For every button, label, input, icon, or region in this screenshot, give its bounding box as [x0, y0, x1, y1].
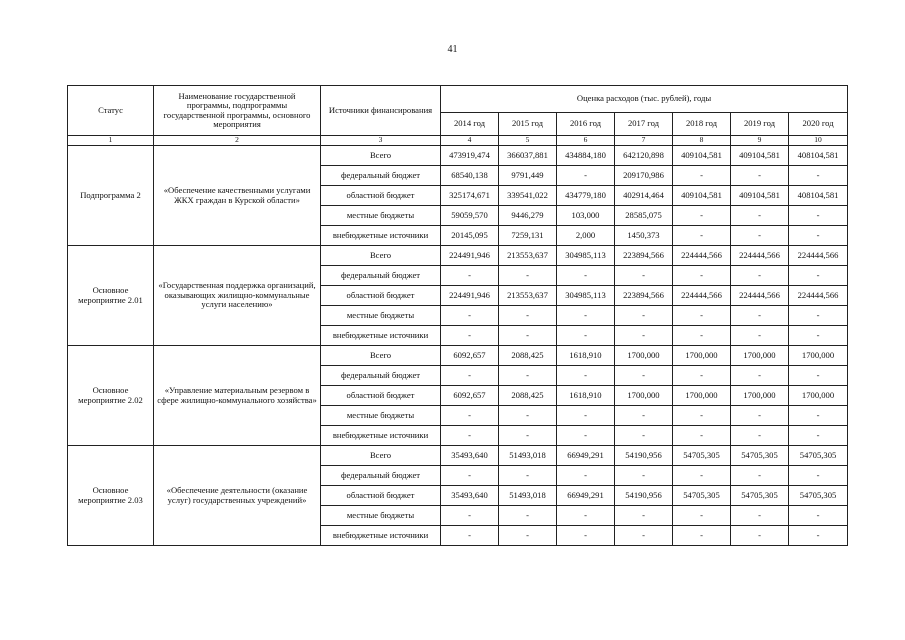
- status-cell: Подпрограмма 2: [68, 146, 154, 246]
- amount-cell: -: [615, 506, 673, 526]
- column-number: 8: [673, 136, 731, 146]
- amount-cell: 54705,305: [731, 446, 789, 466]
- amount-cell: -: [499, 326, 557, 346]
- header-estimate: Оценка расходов (тыс. рублей), годы: [441, 86, 848, 113]
- amount-cell: 642120,898: [615, 146, 673, 166]
- amount-cell: 213553,637: [499, 246, 557, 266]
- amount-cell: 54190,956: [615, 486, 673, 506]
- amount-cell: -: [615, 526, 673, 546]
- header-name: Наименование государственной программы, подпрограммы государственной программы, основного мероприятия: [154, 86, 321, 136]
- amount-cell: -: [441, 506, 499, 526]
- amount-cell: 66949,291: [557, 486, 615, 506]
- amount-cell: 54190,956: [615, 446, 673, 466]
- amount-cell: 54705,305: [789, 486, 848, 506]
- funding-source-cell: местные бюджеты: [321, 406, 441, 426]
- amount-cell: -: [673, 306, 731, 326]
- amount-cell: 304985,113: [557, 286, 615, 306]
- amount-cell: -: [557, 266, 615, 286]
- funding-source-cell: местные бюджеты: [321, 306, 441, 326]
- amount-cell: -: [673, 406, 731, 426]
- amount-cell: -: [615, 406, 673, 426]
- amount-cell: -: [789, 506, 848, 526]
- amount-cell: -: [789, 526, 848, 546]
- amount-cell: 224444,566: [731, 246, 789, 266]
- amount-cell: -: [731, 166, 789, 186]
- program-name-cell: «Обеспечение качественными услугами ЖКХ граждан в Курской области»: [154, 146, 321, 246]
- amount-cell: -: [673, 206, 731, 226]
- amount-cell: 51493,018: [499, 486, 557, 506]
- status-cell: Основное мероприятие 2.03: [68, 446, 154, 546]
- status-cell: Основное мероприятие 2.01: [68, 246, 154, 346]
- column-number: 10: [789, 136, 848, 146]
- amount-cell: 1618,910: [557, 346, 615, 366]
- amount-cell: -: [789, 406, 848, 426]
- page-number: 41: [447, 44, 458, 55]
- amount-cell: -: [789, 426, 848, 446]
- year-header: 2019 год: [731, 113, 789, 136]
- amount-cell: -: [789, 266, 848, 286]
- amount-cell: -: [789, 206, 848, 226]
- funding-source-cell: Всего: [321, 246, 441, 266]
- column-number: 1: [68, 136, 154, 146]
- amount-cell: -: [615, 466, 673, 486]
- amount-cell: 51493,018: [499, 446, 557, 466]
- amount-cell: 209170,986: [615, 166, 673, 186]
- amount-cell: 409104,581: [673, 146, 731, 166]
- amount-cell: -: [557, 506, 615, 526]
- status-cell: Основное мероприятие 2.02: [68, 346, 154, 446]
- amount-cell: -: [673, 426, 731, 446]
- amount-cell: -: [557, 166, 615, 186]
- amount-cell: -: [731, 406, 789, 426]
- amount-cell: 66949,291: [557, 446, 615, 466]
- amount-cell: -: [731, 466, 789, 486]
- funding-source-cell: федеральный бюджет: [321, 166, 441, 186]
- amount-cell: 304985,113: [557, 246, 615, 266]
- table-row: [68, 446, 848, 466]
- amount-cell: 366037,881: [499, 146, 557, 166]
- funding-source-cell: внебюджетные источники: [321, 226, 441, 246]
- amount-cell: 54705,305: [673, 486, 731, 506]
- amount-cell: -: [731, 526, 789, 546]
- funding-source-cell: областной бюджет: [321, 486, 441, 506]
- amount-cell: -: [789, 226, 848, 246]
- column-number: 6: [557, 136, 615, 146]
- column-number: 4: [441, 136, 499, 146]
- table-row: [68, 346, 848, 366]
- amount-cell: 224491,946: [441, 246, 499, 266]
- amount-cell: 408104,581: [789, 186, 848, 206]
- funding-source-cell: внебюджетные источники: [321, 326, 441, 346]
- column-number: 9: [731, 136, 789, 146]
- amount-cell: 9446,279: [499, 206, 557, 226]
- header-sources: Источники финансирования: [321, 86, 441, 136]
- amount-cell: 409104,581: [731, 186, 789, 206]
- amount-cell: 408104,581: [789, 146, 848, 166]
- amount-cell: 224491,946: [441, 286, 499, 306]
- amount-cell: -: [673, 326, 731, 346]
- amount-cell: 54705,305: [673, 446, 731, 466]
- amount-cell: 1700,000: [673, 386, 731, 406]
- amount-cell: 35493,640: [441, 446, 499, 466]
- program-name-cell: «Обеспечение деятельности (оказание услуг) государственных учреждений»: [154, 446, 321, 546]
- amount-cell: -: [789, 366, 848, 386]
- program-name-cell: «Управление материальным резервом в сфере жилищно-коммунального хозяйства»: [154, 346, 321, 446]
- amount-cell: -: [731, 366, 789, 386]
- amount-cell: -: [673, 526, 731, 546]
- amount-cell: 1618,910: [557, 386, 615, 406]
- amount-cell: -: [673, 226, 731, 246]
- year-header: 2016 год: [557, 113, 615, 136]
- amount-cell: 223894,566: [615, 246, 673, 266]
- amount-cell: -: [789, 306, 848, 326]
- year-header: 2020 год: [789, 113, 848, 136]
- amount-cell: -: [789, 326, 848, 346]
- amount-cell: -: [499, 306, 557, 326]
- amount-cell: 339541,022: [499, 186, 557, 206]
- amount-cell: 325174,671: [441, 186, 499, 206]
- amount-cell: 1700,000: [789, 386, 848, 406]
- amount-cell: -: [557, 306, 615, 326]
- column-number: 3: [321, 136, 441, 146]
- amount-cell: 2088,425: [499, 346, 557, 366]
- amount-cell: 224444,566: [673, 246, 731, 266]
- amount-cell: 409104,581: [673, 186, 731, 206]
- amount-cell: -: [499, 466, 557, 486]
- amount-cell: -: [615, 426, 673, 446]
- column-number: 5: [499, 136, 557, 146]
- amount-cell: 28585,075: [615, 206, 673, 226]
- amount-cell: 402914,464: [615, 186, 673, 206]
- amount-cell: 6092,657: [441, 386, 499, 406]
- amount-cell: 1700,000: [731, 386, 789, 406]
- amount-cell: 224444,566: [789, 286, 848, 306]
- amount-cell: 2088,425: [499, 386, 557, 406]
- amount-cell: 224444,566: [731, 286, 789, 306]
- amount-cell: -: [441, 326, 499, 346]
- amount-cell: -: [557, 366, 615, 386]
- amount-cell: -: [731, 326, 789, 346]
- table-row: [68, 146, 848, 166]
- year-header: 2018 год: [673, 113, 731, 136]
- amount-cell: -: [499, 266, 557, 286]
- amount-cell: -: [557, 326, 615, 346]
- column-number: 7: [615, 136, 673, 146]
- amount-cell: -: [615, 326, 673, 346]
- amount-cell: -: [557, 406, 615, 426]
- program-name-cell: «Государственная поддержка организаций, оказывающих жилищно-коммунальные услуги населению»: [154, 246, 321, 346]
- amount-cell: 54705,305: [731, 486, 789, 506]
- amount-cell: 1700,000: [731, 346, 789, 366]
- amount-cell: 473919,474: [441, 146, 499, 166]
- amount-cell: -: [673, 266, 731, 286]
- amount-cell: -: [441, 406, 499, 426]
- amount-cell: 35493,640: [441, 486, 499, 506]
- amount-cell: -: [731, 426, 789, 446]
- amount-cell: -: [615, 366, 673, 386]
- amount-cell: 6092,657: [441, 346, 499, 366]
- funding-source-cell: местные бюджеты: [321, 506, 441, 526]
- amount-cell: -: [731, 306, 789, 326]
- amount-cell: -: [499, 366, 557, 386]
- amount-cell: -: [673, 366, 731, 386]
- amount-cell: 1450,373: [615, 226, 673, 246]
- amount-cell: -: [441, 366, 499, 386]
- amount-cell: -: [557, 466, 615, 486]
- amount-cell: -: [441, 526, 499, 546]
- funding-source-cell: местные бюджеты: [321, 206, 441, 226]
- amount-cell: 1700,000: [615, 386, 673, 406]
- amount-cell: 1700,000: [615, 346, 673, 366]
- amount-cell: 434779,180: [557, 186, 615, 206]
- funding-source-cell: Всего: [321, 446, 441, 466]
- funding-source-cell: федеральный бюджет: [321, 366, 441, 386]
- year-header: 2017 год: [615, 113, 673, 136]
- amount-cell: -: [441, 426, 499, 446]
- amount-cell: 224444,566: [789, 246, 848, 266]
- amount-cell: -: [615, 266, 673, 286]
- amount-cell: -: [557, 526, 615, 546]
- funding-source-cell: федеральный бюджет: [321, 466, 441, 486]
- funding-source-cell: федеральный бюджет: [321, 266, 441, 286]
- funding-source-cell: областной бюджет: [321, 286, 441, 306]
- amount-cell: 68540,138: [441, 166, 499, 186]
- header-status: Статус: [68, 86, 154, 136]
- amount-cell: 7259,131: [499, 226, 557, 246]
- funding-source-cell: Всего: [321, 346, 441, 366]
- amount-cell: -: [673, 506, 731, 526]
- amount-cell: -: [441, 466, 499, 486]
- amount-cell: 9791,449: [499, 166, 557, 186]
- amount-cell: 213553,637: [499, 286, 557, 306]
- amount-cell: 20145,095: [441, 226, 499, 246]
- amount-cell: -: [615, 306, 673, 326]
- amount-cell: 1700,000: [673, 346, 731, 366]
- funding-source-cell: областной бюджет: [321, 386, 441, 406]
- amount-cell: -: [673, 466, 731, 486]
- amount-cell: 434884,180: [557, 146, 615, 166]
- amount-cell: -: [731, 226, 789, 246]
- amount-cell: -: [441, 306, 499, 326]
- table-row: [68, 246, 848, 266]
- amount-cell: -: [673, 166, 731, 186]
- amount-cell: -: [499, 406, 557, 426]
- amount-cell: -: [731, 266, 789, 286]
- amount-cell: -: [789, 166, 848, 186]
- amount-cell: 223894,566: [615, 286, 673, 306]
- amount-cell: -: [499, 526, 557, 546]
- amount-cell: -: [557, 426, 615, 446]
- amount-cell: 224444,566: [673, 286, 731, 306]
- year-header: 2015 год: [499, 113, 557, 136]
- amount-cell: 1700,000: [789, 346, 848, 366]
- year-header: 2014 год: [441, 113, 499, 136]
- funding-source-cell: Всего: [321, 146, 441, 166]
- funding-source-cell: внебюджетные источники: [321, 526, 441, 546]
- budget-table: [67, 85, 848, 546]
- amount-cell: 54705,305: [789, 446, 848, 466]
- amount-cell: -: [441, 266, 499, 286]
- amount-cell: -: [499, 506, 557, 526]
- amount-cell: 59059,570: [441, 206, 499, 226]
- amount-cell: -: [731, 506, 789, 526]
- column-number: 2: [154, 136, 321, 146]
- funding-source-cell: областной бюджет: [321, 186, 441, 206]
- amount-cell: -: [731, 206, 789, 226]
- funding-source-cell: внебюджетные источники: [321, 426, 441, 446]
- amount-cell: 409104,581: [731, 146, 789, 166]
- amount-cell: -: [789, 466, 848, 486]
- amount-cell: -: [499, 426, 557, 446]
- amount-cell: 2,000: [557, 226, 615, 246]
- amount-cell: 103,000: [557, 206, 615, 226]
